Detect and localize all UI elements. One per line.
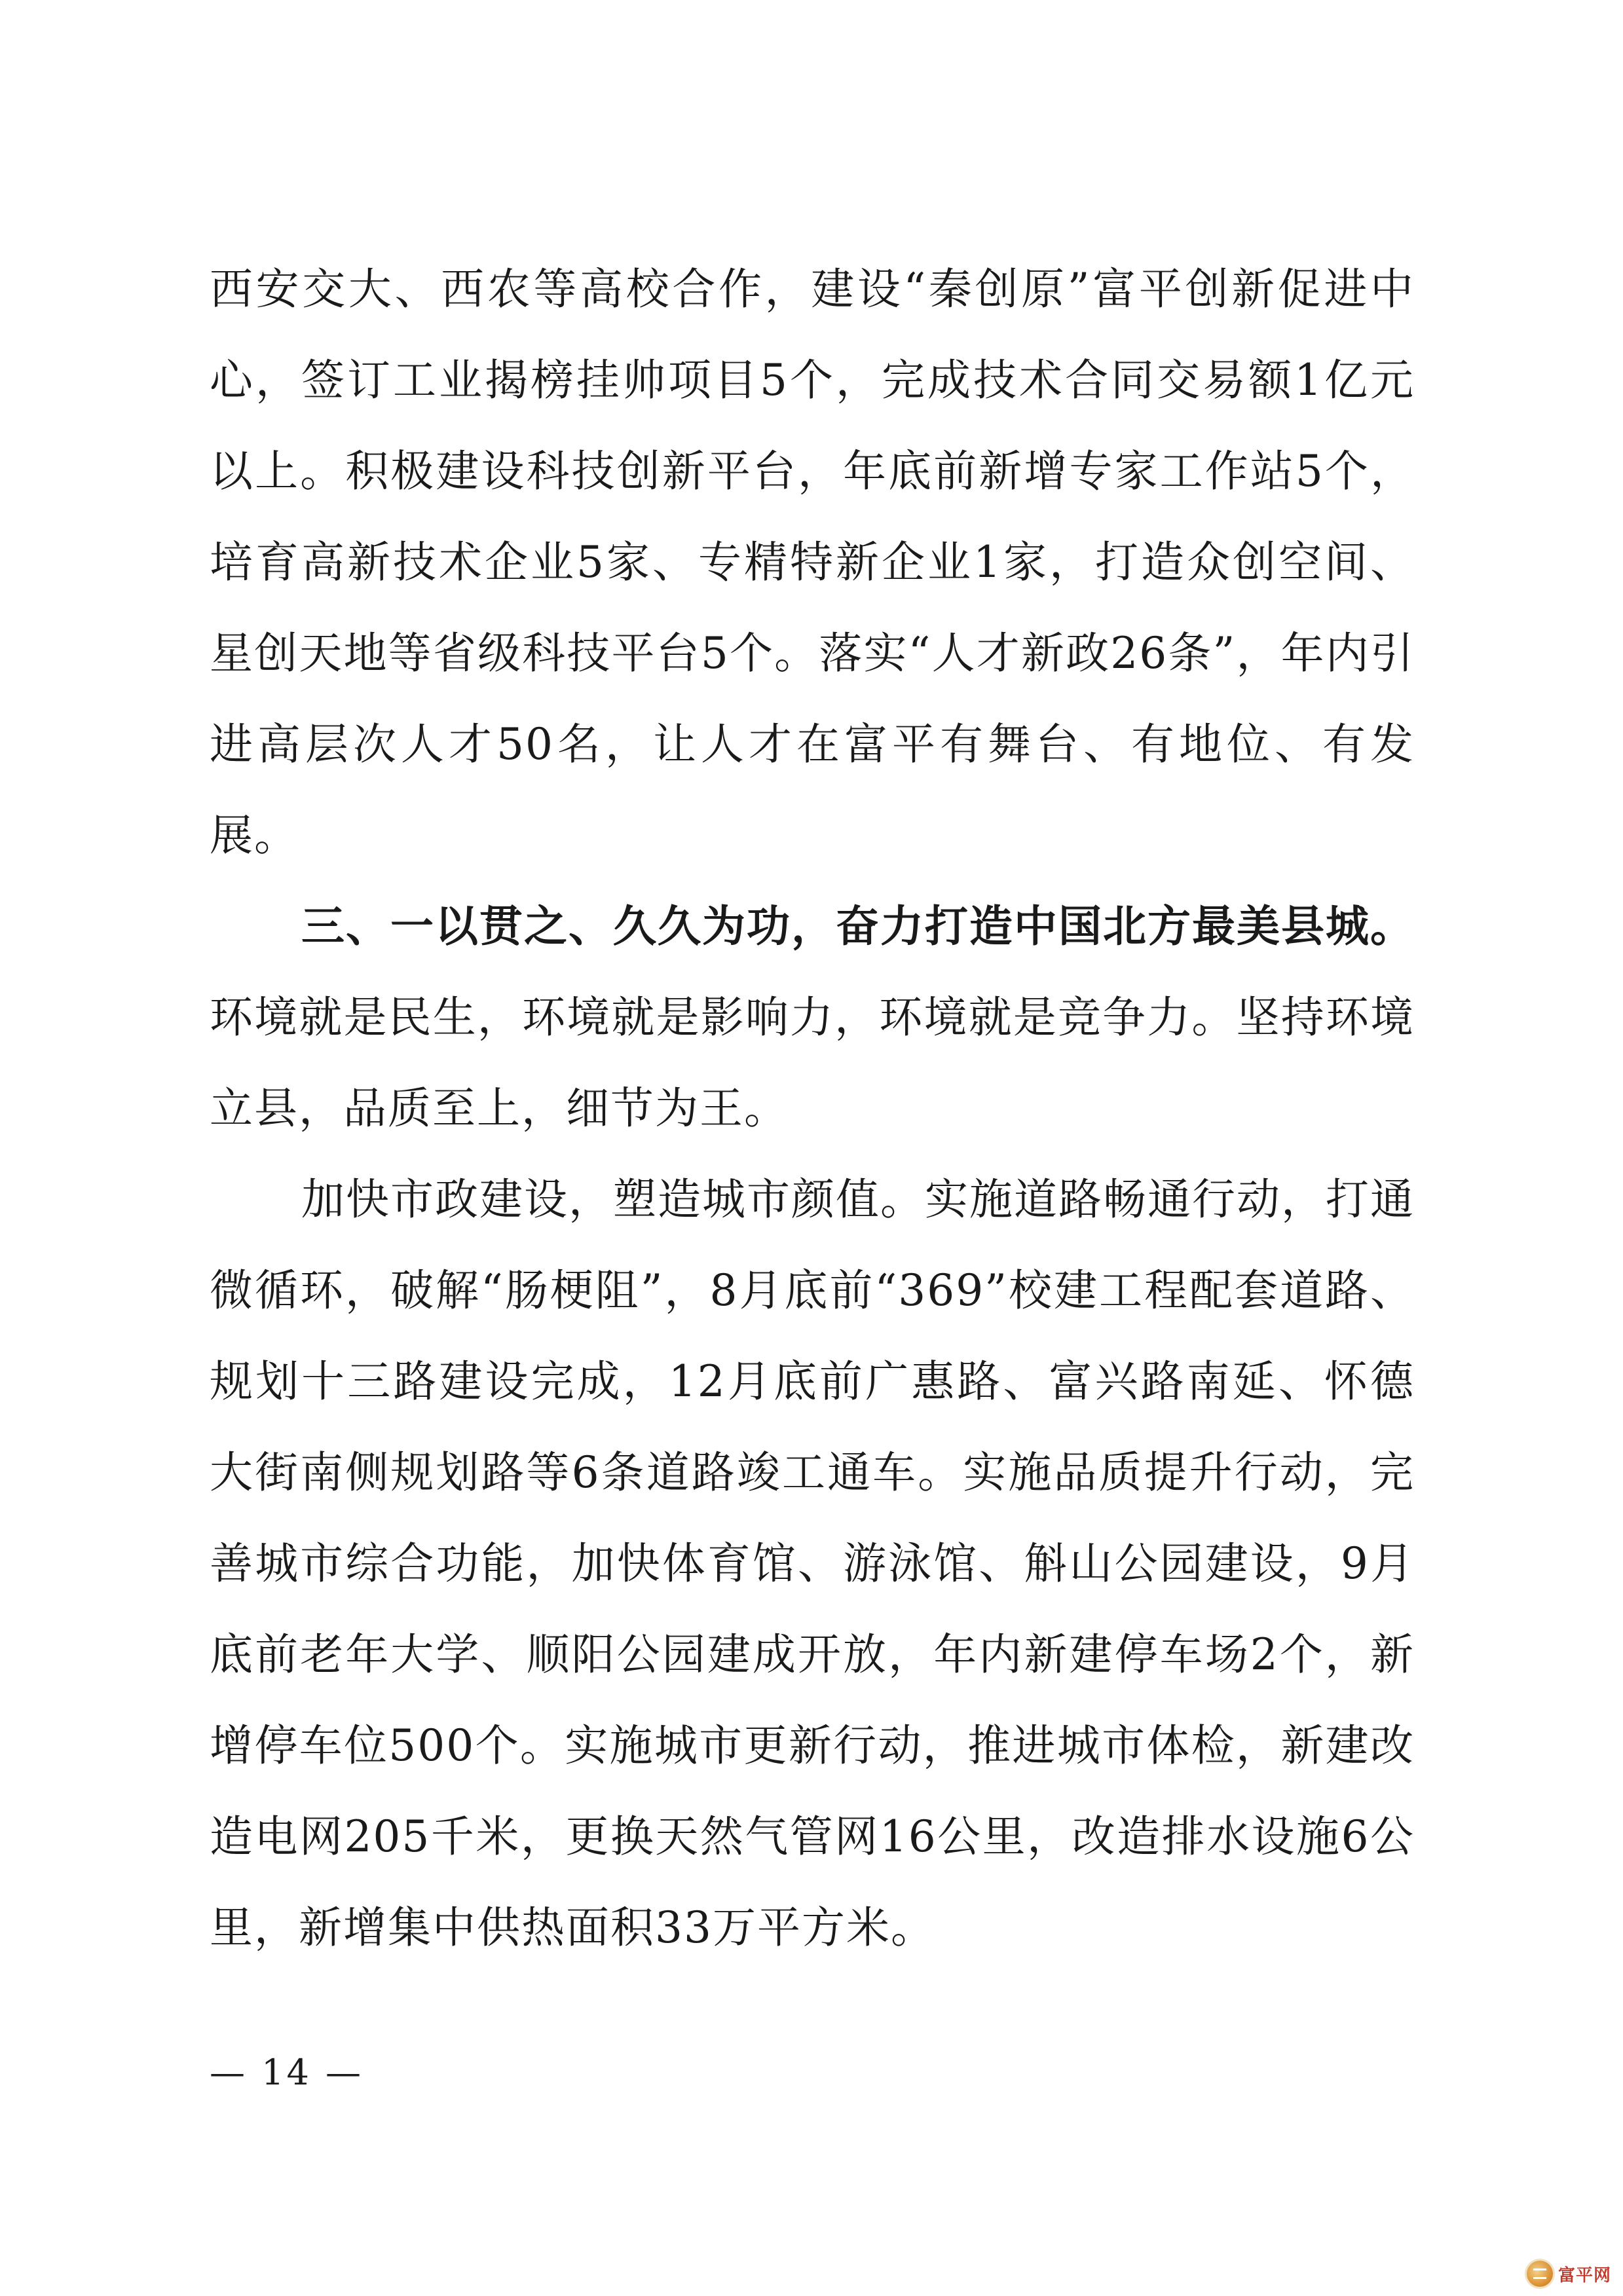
paragraph-2-text: 环境就是民生，环境就是影响力，环境就是竞争力。坚持环境立县，品质至上，细节为王。 [210, 992, 1415, 1134]
page-number: — 14 — [210, 2052, 364, 2093]
site-watermark [1527, 2261, 1611, 2287]
paragraph-2 [210, 881, 1415, 1154]
fuping-logo-icon [1527, 2261, 1553, 2287]
paragraph-1-text: 西安交大、西农等高校合作，建设“秦创原”富平创新促进中心，签订工业揭榜挂帅项目5个，完成技术合同交易额1亿元以上。积极建设科技创新平台，年底前新增专家工作站5个，培育高新技术企业5家、专精特新企业1家，打造众创空间、星创天地等省级科技平台5个。落实“人才新政26条”，年内引进高层次人才50名，让人才在富平有舞台、有地位、有发展。 [210, 264, 1415, 861]
paragraph-1 [210, 244, 1415, 881]
section-heading: 三、一以贯之、久久为功，奋力打造中国北方最美县城。 [301, 901, 1415, 952]
paragraph-3-text: 加快市政建设，塑造城市颜值。实施道路畅通行动，打通微循环，破解“肠梗阻”，8月底前“369”校建工程配套道路、规划十三路建设完成，12月底前广惠路、富兴路南延、怀德大街南侧规划路等6条道路竣工通车。实施品质提升行动，完善城市综合功能，加快体育馆、游泳馆、斛山公园建设，9月底前老年大学、顺阳公园建成开放，年内新建停车场2个，新增停车位500个。实施城市更新行动，推进城市体检，新建改造电网205千米，更换天然气管网16公里，改造排水设施6公里，新增集中供热面积33万平方米。 [210, 1174, 1415, 1953]
paragraph-3 [210, 1154, 1415, 1973]
watermark-text: 富平网 [1558, 2265, 1611, 2286]
document-body [210, 244, 1415, 1973]
